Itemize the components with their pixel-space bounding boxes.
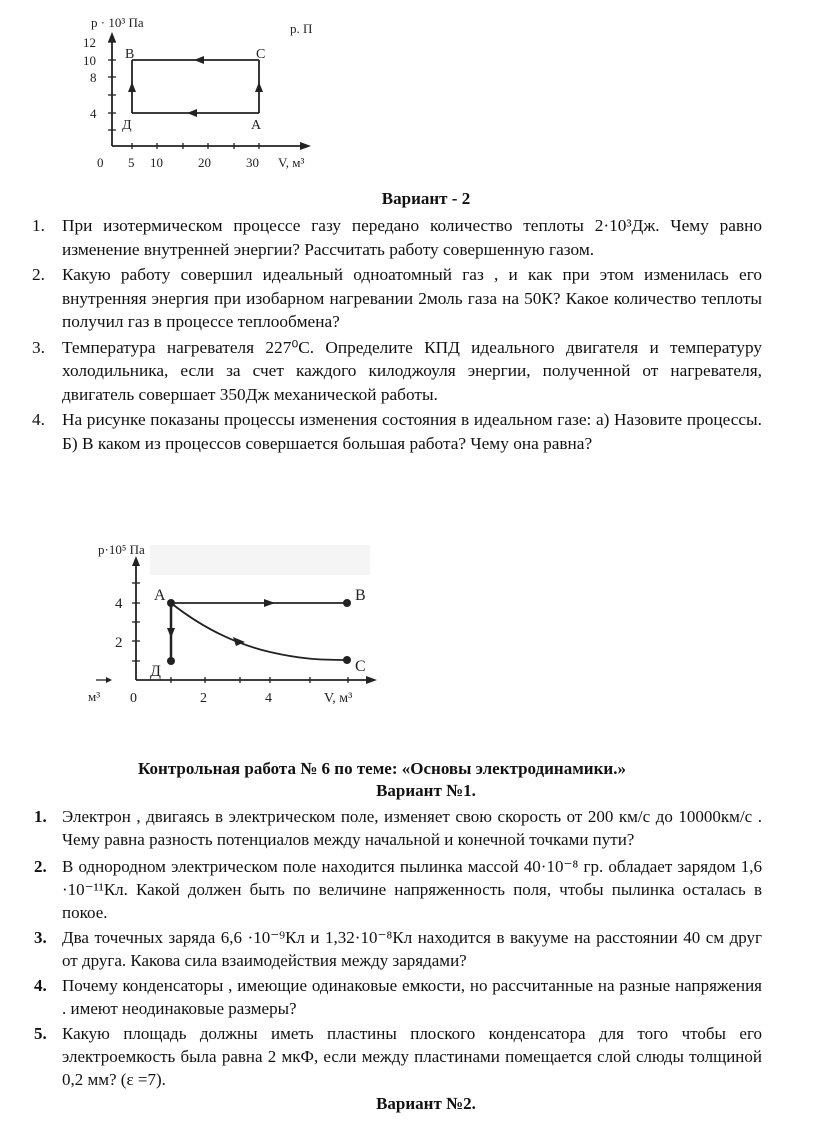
y-tick: 10 [83,53,96,68]
question-text: Температура нагревателя 227⁰С. Определите КПД идеального двигателя и температуру холодильника, если за счет каждого килоджоуля энергии, полученной от нагревателя, двигатель совершает 350Дж механической работы. [62,337,762,404]
point-label-d: Д [150,663,161,680]
control-work-heading: Контрольная работа № 6 по теме: «Основы электродинамики.» [138,759,626,778]
variant-2-title: Вариант - 2 [381,189,471,208]
pv-diagram-cycle-svg [80,15,380,175]
point-label-b: В [355,587,366,604]
question-item [0,974,762,1020]
x-tick: 0 [130,691,137,706]
question-item [0,336,762,407]
x-axis-label: V, м³ [278,155,305,170]
y-tick: 4 [90,106,97,121]
y-tick: 4 [115,596,123,612]
question-item [0,408,762,455]
electrodynamics-question-list [0,805,762,1091]
question-item [0,805,762,851]
question-number: 4. [34,976,47,995]
x-tick: 30 [246,155,259,170]
x-tick: 20 [198,155,211,170]
question-item [0,263,762,334]
left-unit-fragment: м³ [88,689,101,704]
question-number: 5. [34,1024,47,1043]
question-text: Какую площадь должны иметь пластины плоского конденсатора для того чтобы его электроемкость была равна 2 мкФ, если между пластинами помещается слой слюды толщиной 0,2 мм? (ε =7). [62,1024,762,1089]
question-text: В однородном электрическом поле находится пылинка массой 40·10⁻⁸ гр. обладает зарядом 1,6 ·10⁻¹¹Кл. Какой должен быть по величине напряженность поля, чтобы пылинка осталась в покое. [62,857,762,922]
x-tick: 10 [150,155,163,170]
point-label-a: А [251,118,262,133]
question-number: 2. [34,857,47,876]
question-text: Два точечных заряда 6,6 ·10⁻⁹Кл и 1,32·10⁻⁸Кл находится в вакууме на расстоянии 40 см друг от друга. Какова сила взаимодействия между зарядами? [62,928,762,970]
question-number: 1. [34,807,47,826]
variant-1-title: Вариант №1. [376,781,476,800]
question-number: 3. [32,337,45,357]
point-label-b: В [125,47,135,62]
variant-2-question-list [0,214,762,455]
question-text: Какую работу совершил идеальный одноатомный газ , и как при этом изменилась его внутренняя энергия при изобарном нагревании 2моль газа на 50К? Какое количество теплоты получил газ в процессе теплообмена? [62,265,762,331]
question-item [0,855,762,924]
y-tick: 12 [83,35,96,50]
point-label-c: С [355,658,366,675]
question-item [0,1022,762,1091]
x-axis-label: V, м³ [324,691,353,706]
question-number: 4. [32,410,45,429]
question-number: 3. [34,928,47,947]
y-axis-label: p · 10³ Па [91,15,144,30]
question-item [0,926,762,972]
question-text: При изотермическом процессе газу передано количество теплоты 2·10³Дж. Чему равно изменение внутренней энергии? Рассчитать работу совершенную газом. [62,216,762,259]
y-tick: 8 [90,70,97,85]
question-number: 1. [32,216,45,235]
x-tick: 5 [128,155,135,170]
x-tick: 0 [97,155,104,170]
question-text: Электрон , двигаясь в электрическом поле, изменяет свою скорость от 200 км/с до 10000км/с . Чему равна разность потенциалов между начальной и конечной точками пути? [62,807,762,849]
x-tick: 4 [265,691,272,706]
question-item [0,214,762,261]
variant-2-electrodynamics-title: Вариант №2. [376,1094,476,1113]
pv-diagram-processes-svg [85,535,385,710]
question-text: Почему конденсаторы , имеющие одинаковые емкости, но рассчитанные на разные напряжения . имеют неодинаковые размеры? [62,976,762,1018]
y-axis-label: р·10⁵ Па [98,542,145,557]
x-tick: 2 [200,691,207,706]
pv-diagram-processes [85,535,385,710]
point-label-a: А [154,587,166,604]
pv-diagram-cycle [80,15,380,175]
corner-label: р. П [290,21,313,36]
y-tick: 2 [115,635,123,651]
point-label-c: С [256,47,266,62]
question-number: 2. [32,265,45,284]
question-text: На рисунке показаны процессы изменения состояния в идеальном газе: а) Назовите процессы. Б) В каком из процессов совершается большая работа? Чему она равна? [62,410,762,453]
point-label-d: Д [122,118,132,133]
